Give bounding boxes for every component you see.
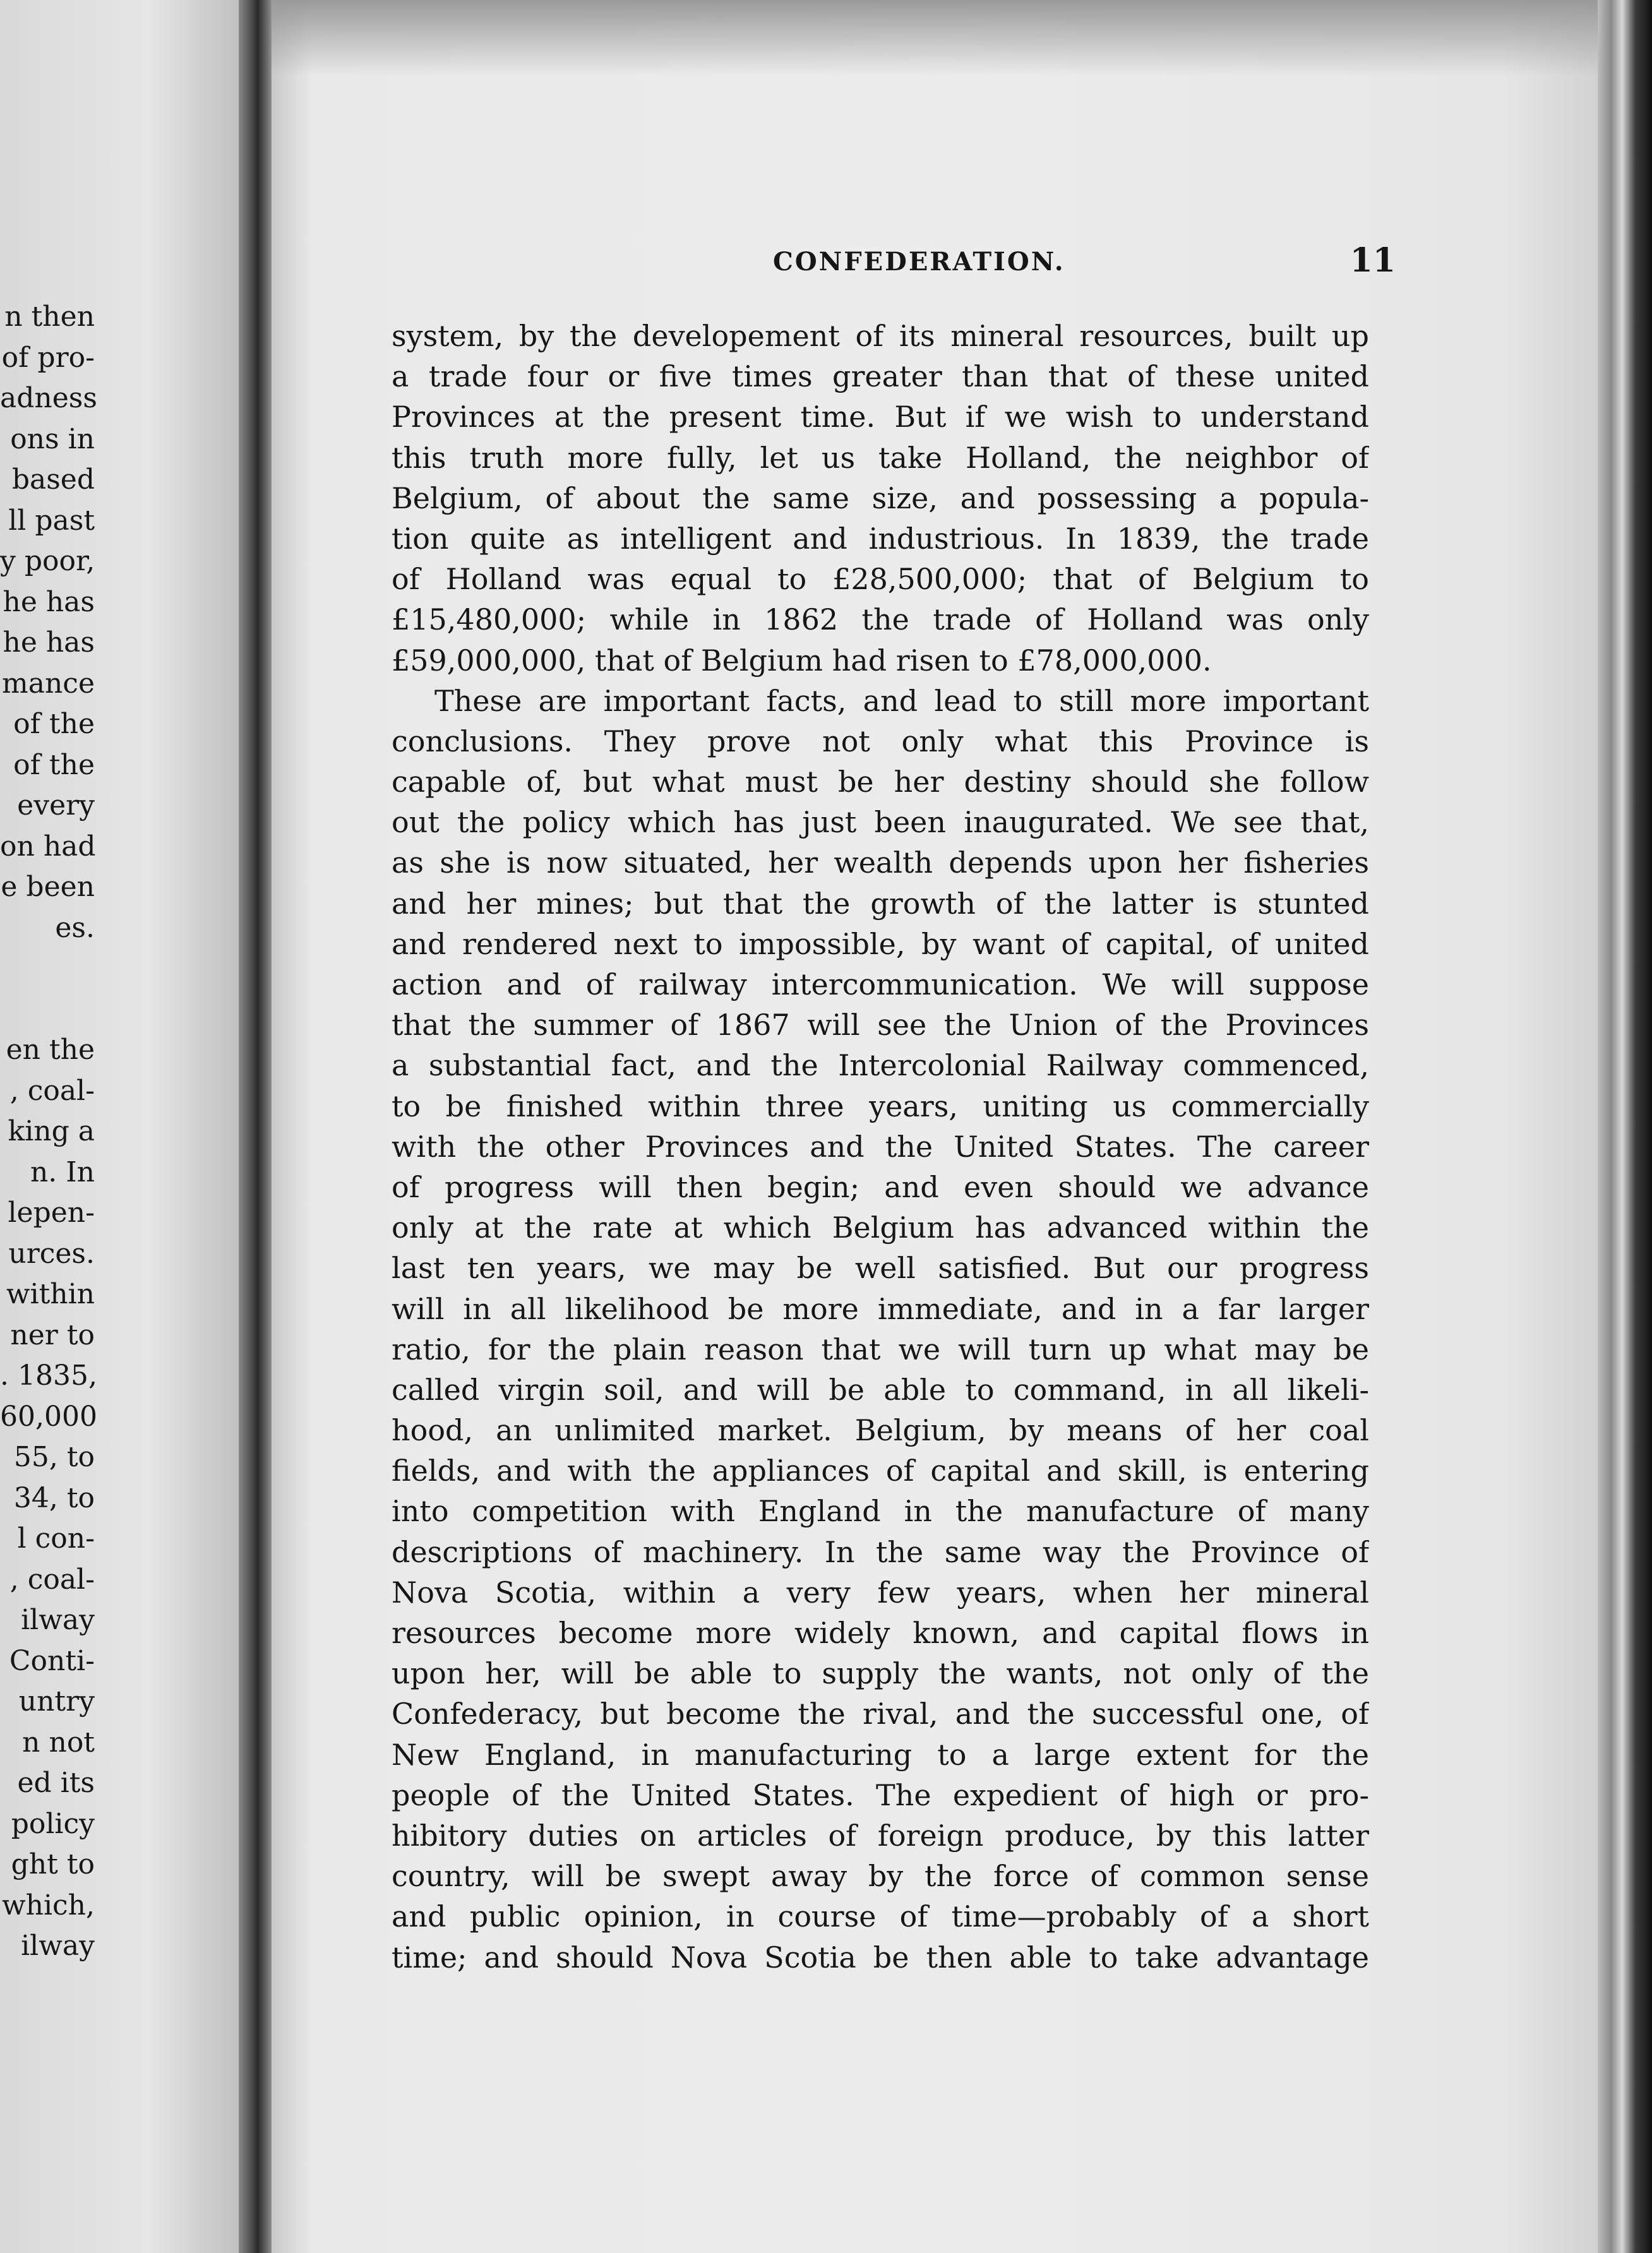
text-line: a substantial fact, and the Intercolonial Railway commenced, xyxy=(392,1048,1369,1083)
text-line: resources become more widely known, and capital flows in xyxy=(392,1616,1369,1650)
text-line: New England, in manufacturing to a large extent for the xyxy=(392,1737,1369,1772)
previous-page-line xyxy=(0,948,95,989)
text-line: as she is now situated, her wealth depends upon her fisheries xyxy=(392,846,1369,880)
previous-page-line: Conti- xyxy=(9,1644,95,1677)
text-line: will in all likelihood be more immediate, and in a far larger xyxy=(392,1291,1369,1326)
text-line: this truth more fully, let us take Holland, the neighbor of xyxy=(392,440,1369,475)
previous-page-line: which, xyxy=(1,1889,95,1921)
previous-page-line: he has xyxy=(3,626,95,659)
text-line: called virgin soil, and will be able to command, in all likeli- xyxy=(392,1372,1369,1407)
text-line: country, will be swept away by the force of common sense xyxy=(392,1859,1369,1894)
page-number: 11 xyxy=(1350,241,1396,280)
text-line: fields, and with the appliances of capital and skill, is entering xyxy=(392,1454,1369,1488)
previous-page-line: untry xyxy=(18,1685,95,1718)
text-line: descriptions of machinery. In the same way the Province of xyxy=(392,1534,1369,1569)
previous-page-line: 60,000 xyxy=(0,1400,97,1433)
text-line: and rendered next to impossible, by want of capital, of united xyxy=(392,926,1369,961)
previous-page-line: y poor, xyxy=(0,545,95,577)
body-text xyxy=(392,316,1369,1978)
text-line: £59,000,000, that of Belgium had risen to £78,000,000. xyxy=(392,643,1212,678)
text-line: people of the United States. The expedient of high or pro- xyxy=(392,1778,1369,1812)
previous-page-line: urces. xyxy=(8,1237,95,1270)
previous-page-line: ilway xyxy=(21,1930,95,1962)
text-line: Belgium, of about the same size, and possessing a popula- xyxy=(392,481,1369,515)
text-line: that the summer of 1867 will see the Union of the Provinces xyxy=(392,1008,1369,1043)
text-line: £15,480,000; while in 1862 the trade of Holland was only xyxy=(392,602,1369,637)
text-line: system, by the developement of its mineral resources, built up xyxy=(392,319,1369,353)
previous-page-line: , coal- xyxy=(9,1563,95,1596)
previous-page-line: mance xyxy=(2,667,95,700)
text-line: out the policy which has just been inaugurated. We see that, xyxy=(392,805,1369,840)
text-line: Confederacy, but become the rival, and the successful one, of xyxy=(392,1697,1369,1731)
text-line: a trade four or five times greater than that of these united xyxy=(392,359,1369,394)
text-line: of Holland was equal to £28,500,000; that of Belgium to xyxy=(392,562,1369,597)
text-line: into competition with England in the manufacture of many xyxy=(392,1494,1369,1529)
previous-page-text xyxy=(0,297,95,1967)
text-line: and her mines; but that the growth of the latter is stunted xyxy=(392,886,1369,921)
text-line: only at the rate at which Belgium has advanced within the xyxy=(392,1210,1369,1245)
text-line: to be finished within three years, uniting us commercially xyxy=(392,1089,1369,1123)
previous-page-line: of the xyxy=(13,708,95,740)
previous-page-line: 55, to xyxy=(13,1441,95,1473)
text-line: Nova Scotia, within a very few years, when her mineral xyxy=(392,1575,1369,1610)
text-line: Provinces at the present time. But if we wish to understand xyxy=(392,400,1369,434)
text-line: tion quite as intelligent and industrious. In 1839, the trade xyxy=(392,521,1369,556)
previous-page-line: n not xyxy=(22,1726,95,1759)
previous-page-line xyxy=(0,989,95,1031)
text-line: and public opinion, in course of time—probably of a short xyxy=(392,1899,1369,1934)
previous-page-line: of the xyxy=(13,748,95,781)
page-edge xyxy=(1598,0,1652,2253)
previous-page-line: every xyxy=(17,789,95,822)
previous-page-line: ons in xyxy=(10,422,95,455)
text-line: hibitory duties on articles of foreign produce, by this latter xyxy=(392,1818,1369,1853)
previous-page-line: policy xyxy=(11,1807,95,1840)
previous-page-line: lepen- xyxy=(8,1197,95,1229)
previous-page-line: , coal- xyxy=(9,1074,95,1107)
text-line: time; and should Nova Scotia be then able to take advantage xyxy=(392,1940,1369,1975)
text-line: last ten years, we may be well satisfied. But our progress xyxy=(392,1251,1369,1286)
previous-page-line: en the xyxy=(6,1034,95,1066)
previous-page-line: on had xyxy=(0,830,96,863)
text-line: with the other Provinces and the United States. The career xyxy=(392,1129,1369,1164)
previous-page xyxy=(0,0,248,2253)
previous-page-line: e been xyxy=(1,871,95,903)
previous-page-line: ner to xyxy=(10,1318,95,1351)
previous-page-line: ght to xyxy=(11,1848,95,1880)
previous-page-line: n. In xyxy=(30,1156,95,1188)
previous-page-line: ll past xyxy=(8,504,95,537)
text-line: capable of, but what must be her destiny should she follow xyxy=(392,765,1369,799)
previous-page-line: 34, to xyxy=(13,1481,95,1514)
previous-page-line: of pro- xyxy=(1,341,95,374)
previous-page-line: king a xyxy=(8,1115,95,1147)
previous-page-line: l con- xyxy=(17,1522,95,1555)
book-gutter xyxy=(239,0,277,2253)
previous-page-line: adness xyxy=(0,382,97,414)
text-line: ratio, for the plain reason that we will turn up what may be xyxy=(392,1332,1369,1366)
text-line: These are important facts, and lead to still more important xyxy=(434,683,1369,718)
previous-page-line: n then xyxy=(4,301,95,333)
previous-page-line: ed its xyxy=(17,1767,95,1799)
previous-page-line: based xyxy=(11,463,95,496)
text-line: of progress will then begin; and even should we advance xyxy=(392,1169,1369,1204)
previous-page-line: he has xyxy=(3,585,95,618)
text-line: conclusions. They prove not only what this Province is xyxy=(392,724,1369,758)
previous-page-line: . 1835, xyxy=(0,1360,97,1392)
previous-page-line: ilway xyxy=(21,1604,95,1636)
previous-page-line: es. xyxy=(55,911,95,944)
text-line: action and of railway intercommunication. We will suppose xyxy=(392,967,1369,1001)
previous-page-line: within xyxy=(6,1278,95,1310)
running-head: CONFEDERATION. xyxy=(773,247,1065,277)
text-line: upon her, will be able to supply the wants, not only of the xyxy=(392,1656,1369,1691)
text-line: hood, an unlimited market. Belgium, by means of her coal xyxy=(392,1413,1369,1448)
